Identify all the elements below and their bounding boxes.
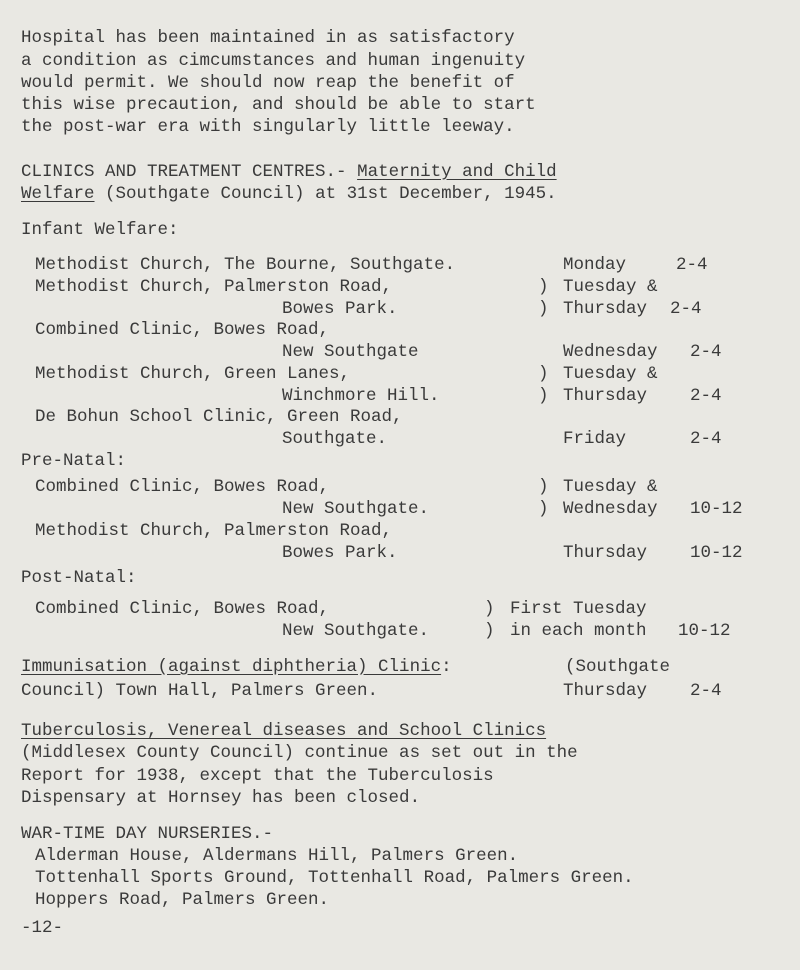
clinic-time: 2-4 <box>690 429 722 449</box>
clinics-heading: CLINICS AND TREATMENT CENTRES.- <box>21 162 347 182</box>
brace: ) <box>484 621 495 641</box>
clinic-time: 2-4 <box>690 681 722 701</box>
clinic-day-2: Thursday <box>563 299 648 319</box>
clinic-place: Combined Clinic, Bowes Road, <box>35 320 330 340</box>
clinic-place: Methodist Church, Palmerston Road, <box>35 521 393 541</box>
clinic-day: Wednesday <box>563 342 658 362</box>
clinic-day: Tuesday & <box>563 364 658 384</box>
nursery-item: Alderman House, Aldermans Hill, Palmers Green. <box>35 846 519 866</box>
brace: ) <box>538 477 549 497</box>
clinic-place-2: Bowes Park. <box>282 543 398 563</box>
immunisation-colon: : <box>441 657 452 677</box>
tb-title: Tuberculosis, Venereal diseases and School Clinics <box>21 721 547 741</box>
immunisation-tail: (Southgate <box>565 657 671 677</box>
clinic-day: Thursday <box>563 543 648 563</box>
intro-line: the post-war era with singularly little leeway. <box>21 117 515 137</box>
clinic-day: Tuesday & <box>563 477 658 497</box>
infant-welfare-label: Infant Welfare: <box>21 220 179 240</box>
clinic-place-2: Bowes Park. <box>282 299 398 319</box>
nursery-item: Tottenhall Sports Ground, Tottenhall Road, Palmers Green. <box>35 868 634 888</box>
intro-line: Hospital has been maintained in as satisfactory <box>21 28 515 48</box>
immunisation-title: Immunisation (against diphtheria) Clinic <box>21 657 442 677</box>
page-number: -12- <box>21 918 64 938</box>
nurseries-heading: WAR-TIME DAY NURSERIES.- <box>21 824 274 844</box>
brace: ) <box>538 277 549 297</box>
clinic-day-2: Thursday <box>563 386 648 406</box>
clinic-place: De Bohun School Clinic, Green Road, <box>35 407 403 427</box>
clinics-heading-line-2 <box>21 183 557 205</box>
clinic-place-2: New Southgate. <box>282 499 430 519</box>
clinic-place: Methodist Church, Palmerston Road, <box>35 277 393 297</box>
clinic-time: 2-4 <box>690 342 722 362</box>
clinic-day: Monday <box>563 255 627 275</box>
clinic-place: Combined Clinic, Bowes Road, <box>35 477 330 497</box>
tb-title-line <box>21 720 546 742</box>
maternity-welfare-title: Maternity and Child <box>357 162 557 182</box>
clinic-day-2: in each month <box>510 621 647 641</box>
brace: ) <box>538 499 549 519</box>
clinic-day: Thursday <box>563 681 648 701</box>
clinics-heading-line <box>21 161 557 183</box>
clinic-place: Combined Clinic, Bowes Road, <box>35 599 330 619</box>
clinic-day: Tuesday & <box>563 277 658 297</box>
tb-line: Report for 1938, except that the Tuberculosis <box>21 766 494 786</box>
intro-line: would permit. We should now reap the benefit of <box>21 73 515 93</box>
brace: ) <box>538 364 549 384</box>
clinic-place-2: New Southgate. <box>282 621 430 641</box>
clinic-place-2: Winchmore Hill. <box>282 386 440 406</box>
clinic-time: 2-4 <box>676 255 708 275</box>
prenatal-label: Pre-Natal: <box>21 451 127 471</box>
brace: ) <box>484 599 495 619</box>
clinic-time: 2-4 <box>670 299 702 319</box>
intro-line: this wise precaution, and should be able to start <box>21 95 536 115</box>
clinic-place-2: Southgate. <box>282 429 388 449</box>
brace: ) <box>538 386 549 406</box>
clinic-time: 2-4 <box>690 386 722 406</box>
brace: ) <box>538 299 549 319</box>
clinic-place-2: New Southgate <box>282 342 419 362</box>
clinic-time: 10-12 <box>690 499 743 519</box>
tb-line: Dispensary at Hornsey has been closed. <box>21 788 421 808</box>
clinic-day-2: Wednesday <box>563 499 658 519</box>
welfare-title: Welfare <box>21 184 95 204</box>
postnatal-label: Post-Natal: <box>21 568 137 588</box>
tb-line: (Middlesex County Council) continue as set out in the <box>21 743 578 763</box>
clinic-place: Methodist Church, The Bourne, Southgate. <box>35 255 456 275</box>
clinic-day: Friday <box>563 429 627 449</box>
immunisation-line-2: Council) Town Hall, Palmers Green. <box>21 681 379 701</box>
clinic-time: 10-12 <box>678 621 731 641</box>
clinic-place: Methodist Church, Green Lanes, <box>35 364 351 384</box>
intro-line: a condition as cimcumstances and human ingenuity <box>21 51 526 71</box>
clinic-time: 10-12 <box>690 543 743 563</box>
clinics-rest: (Southgate Council) at 31st December, 1945. <box>105 184 557 204</box>
clinic-day: First Tuesday <box>510 599 647 619</box>
nursery-item: Hoppers Road, Palmers Green. <box>35 890 330 910</box>
immunisation-line <box>21 656 452 678</box>
